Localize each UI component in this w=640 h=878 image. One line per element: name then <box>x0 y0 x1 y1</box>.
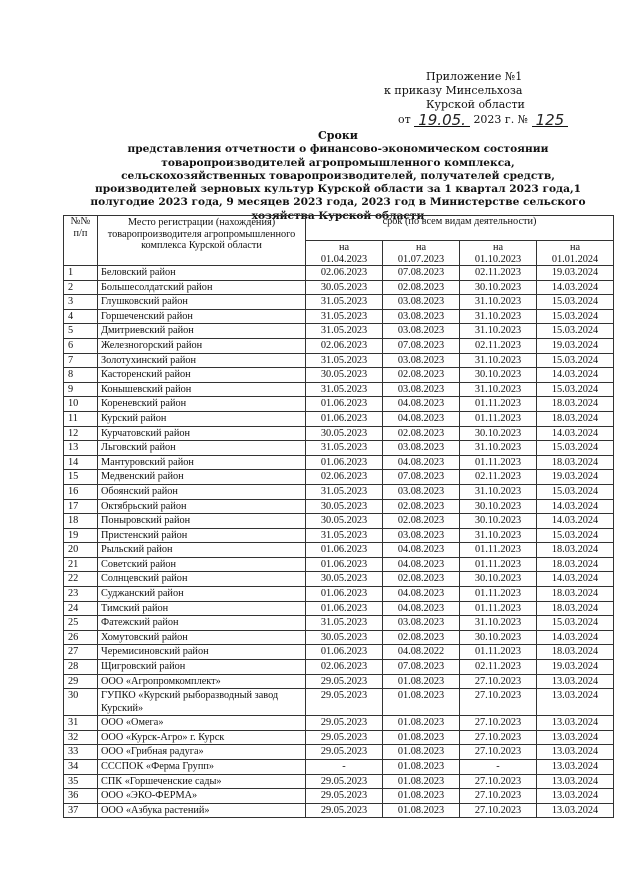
row-number: 21 <box>64 557 98 572</box>
row-date-9m: 27.10.2023 <box>460 716 537 731</box>
row-date-year: 15.03.2024 <box>537 382 614 397</box>
row-number: 29 <box>64 674 98 689</box>
row-place: Горшеченский район <box>98 309 306 324</box>
row-date-q1: 31.05.2023 <box>306 441 383 456</box>
row-date-q1: 01.06.2023 <box>306 645 383 660</box>
appendix-line-2: к приказу Минсельхоза <box>384 84 523 97</box>
row-place: ООО «Азбука растений» <box>98 803 306 818</box>
row-date-h1: 01.08.2023 <box>383 745 460 760</box>
row-number: 19 <box>64 528 98 543</box>
row-date-year: 15.03.2024 <box>537 353 614 368</box>
deadlines-table <box>63 215 614 818</box>
row-date-q1: - <box>306 760 383 775</box>
row-number: 11 <box>64 411 98 426</box>
row-date-q1: 29.05.2023 <box>306 689 383 716</box>
row-date-q1: 01.06.2023 <box>306 557 383 572</box>
row-number: 2 <box>64 280 98 295</box>
row-place: Солнцевский район <box>98 572 306 587</box>
row-place: Хомутовский район <box>98 630 306 645</box>
row-date-9m: 31.10.2023 <box>460 324 537 339</box>
table-row <box>64 730 614 745</box>
row-date-9m: 27.10.2023 <box>460 730 537 745</box>
row-date-q1: 31.05.2023 <box>306 324 383 339</box>
date-prefix: от <box>398 113 411 126</box>
row-date-9m: 30.10.2023 <box>460 280 537 295</box>
row-number: 15 <box>64 470 98 485</box>
row-date-year: 15.03.2024 <box>537 309 614 324</box>
row-date-year: 15.03.2024 <box>537 441 614 456</box>
row-date-9m: 30.10.2023 <box>460 426 537 441</box>
table-row <box>64 557 614 572</box>
row-date-h1: 02.08.2023 <box>383 368 460 383</box>
row-date-h1: 03.08.2023 <box>383 309 460 324</box>
table-row <box>64 441 614 456</box>
row-place: ООО «Омега» <box>98 716 306 731</box>
table-row <box>64 353 614 368</box>
table-row <box>64 411 614 426</box>
row-date-year: 13.03.2024 <box>537 789 614 804</box>
table-row <box>64 587 614 602</box>
row-date-q1: 31.05.2023 <box>306 309 383 324</box>
row-number: 30 <box>64 689 98 716</box>
row-date-year: 15.03.2024 <box>537 324 614 339</box>
table-row <box>64 484 614 499</box>
appendix-header <box>376 70 576 127</box>
row-date-9m: 01.11.2023 <box>460 397 537 412</box>
row-number: 23 <box>64 587 98 602</box>
row-date-year: 13.03.2024 <box>537 689 614 716</box>
row-date-q1: 29.05.2023 <box>306 789 383 804</box>
handwritten-date: 19.05. <box>414 114 470 127</box>
row-place: СССПОК «Ферма Групп» <box>98 760 306 775</box>
row-date-h1: 02.08.2023 <box>383 280 460 295</box>
row-date-h1: 04.08.2022 <box>383 645 460 660</box>
row-date-q1: 29.05.2023 <box>306 716 383 731</box>
row-date-q1: 30.05.2023 <box>306 572 383 587</box>
row-date-year: 13.03.2024 <box>537 745 614 760</box>
row-date-year: 19.03.2024 <box>537 338 614 353</box>
row-date-h1: 04.08.2023 <box>383 411 460 426</box>
table-row <box>64 397 614 412</box>
row-date-9m: 31.10.2023 <box>460 528 537 543</box>
table-row <box>64 455 614 470</box>
row-date-h1: 01.08.2023 <box>383 774 460 789</box>
row-number: 27 <box>64 645 98 660</box>
row-number: 25 <box>64 616 98 631</box>
row-date-q1: 29.05.2023 <box>306 774 383 789</box>
row-number: 10 <box>64 397 98 412</box>
header-date-value: 01.10.2023 <box>474 253 522 265</box>
row-date-year: 18.03.2024 <box>537 587 614 602</box>
row-number: 37 <box>64 803 98 818</box>
header-srok: срок (по всем видам деятельности) <box>306 216 614 241</box>
table-row <box>64 368 614 383</box>
header-date-2 <box>383 241 460 266</box>
row-place: Конышевский район <box>98 382 306 397</box>
row-number: 16 <box>64 484 98 499</box>
row-number: 31 <box>64 716 98 731</box>
row-number: 24 <box>64 601 98 616</box>
row-date-q1: 02.06.2023 <box>306 266 383 281</box>
row-date-q1: 31.05.2023 <box>306 484 383 499</box>
header-date-value: 01.07.2023 <box>397 253 445 265</box>
row-date-year: 18.03.2024 <box>537 455 614 470</box>
row-date-q1: 01.06.2023 <box>306 397 383 412</box>
row-date-h1: 02.08.2023 <box>383 499 460 514</box>
row-date-9m: 31.10.2023 <box>460 441 537 456</box>
row-number: 32 <box>64 730 98 745</box>
row-date-9m: 01.11.2023 <box>460 411 537 426</box>
row-number: 20 <box>64 543 98 558</box>
header-date-label: на <box>569 242 581 253</box>
row-place: СПК «Горшеченские сады» <box>98 774 306 789</box>
row-number: 6 <box>64 338 98 353</box>
row-date-h1: 02.08.2023 <box>383 426 460 441</box>
table-row <box>64 716 614 731</box>
row-place: Кореневский район <box>98 397 306 412</box>
row-date-h1: 01.08.2023 <box>383 803 460 818</box>
row-number: 33 <box>64 745 98 760</box>
row-place: Дмитриевский район <box>98 324 306 339</box>
row-place: Черемисиновский район <box>98 645 306 660</box>
row-date-h1: 07.08.2023 <box>383 470 460 485</box>
row-date-q1: 01.06.2023 <box>306 455 383 470</box>
row-number: 4 <box>64 309 98 324</box>
row-date-year: 13.03.2024 <box>537 716 614 731</box>
order-date-line <box>376 113 576 127</box>
header-number: №№ п/п <box>64 216 98 266</box>
table-row <box>64 309 614 324</box>
row-place: Льговский район <box>98 441 306 456</box>
row-place: Октябрьский район <box>98 499 306 514</box>
row-date-h1: 03.08.2023 <box>383 353 460 368</box>
row-date-9m: 27.10.2023 <box>460 789 537 804</box>
row-date-9m: 30.10.2023 <box>460 514 537 529</box>
row-number: 17 <box>64 499 98 514</box>
row-place: Курский район <box>98 411 306 426</box>
row-number: 26 <box>64 630 98 645</box>
table-row <box>64 382 614 397</box>
row-date-h1: 03.08.2023 <box>383 484 460 499</box>
row-date-9m: 30.10.2023 <box>460 572 537 587</box>
row-date-q1: 02.06.2023 <box>306 660 383 675</box>
row-date-h1: 03.08.2023 <box>383 441 460 456</box>
row-number: 5 <box>64 324 98 339</box>
table-row <box>64 789 614 804</box>
row-date-h1: 02.08.2023 <box>383 630 460 645</box>
row-date-q1: 29.05.2023 <box>306 745 383 760</box>
row-date-h1: 03.08.2023 <box>383 616 460 631</box>
row-place: Медвенский район <box>98 470 306 485</box>
table-row <box>64 674 614 689</box>
document-title <box>88 129 588 223</box>
table-row <box>64 601 614 616</box>
row-number: 22 <box>64 572 98 587</box>
header-date-label: на <box>492 242 504 253</box>
row-date-9m: 01.11.2023 <box>460 645 537 660</box>
header-date-value: 01.04.2023 <box>320 253 368 265</box>
row-date-9m: 31.10.2023 <box>460 616 537 631</box>
table-row <box>64 528 614 543</box>
header-date-label: на <box>415 242 427 253</box>
header-date-4 <box>537 241 614 266</box>
row-place: Курчатовский район <box>98 426 306 441</box>
row-number: 8 <box>64 368 98 383</box>
row-date-h1: 04.08.2023 <box>383 557 460 572</box>
row-date-9m: 01.11.2023 <box>460 455 537 470</box>
row-date-year: 14.03.2024 <box>537 630 614 645</box>
title-body: представления отчетности о финансово-экономическом состоянии товаропроизводителей агропромышленного комплекса, сельскохозяйственных товаропроизводителей, получателей средств, производителей зерновых культур Курской области за 1 квартал 2023 года,1 полугодие 2023 года, 9 месяцев 2023 года, 2023 год в Министерстве сельского хозяйства Курской области <box>90 143 586 222</box>
table-row <box>64 426 614 441</box>
row-date-year: 18.03.2024 <box>537 601 614 616</box>
row-place: ООО «Грибная радуга» <box>98 745 306 760</box>
row-place: Рыльский район <box>98 543 306 558</box>
table-row <box>64 660 614 675</box>
row-date-year: 15.03.2024 <box>537 528 614 543</box>
header-date-value: 01.01.2024 <box>551 253 599 265</box>
table-row <box>64 572 614 587</box>
row-date-year: 18.03.2024 <box>537 397 614 412</box>
row-date-q1: 30.05.2023 <box>306 630 383 645</box>
row-date-q1: 01.06.2023 <box>306 543 383 558</box>
row-date-q1: 31.05.2023 <box>306 528 383 543</box>
row-number: 13 <box>64 441 98 456</box>
row-date-h1: 04.08.2023 <box>383 587 460 602</box>
row-date-h1: 04.08.2023 <box>383 543 460 558</box>
row-date-9m: - <box>460 760 537 775</box>
row-number: 7 <box>64 353 98 368</box>
row-date-q1: 01.06.2023 <box>306 411 383 426</box>
header-date-1 <box>306 241 383 266</box>
table-row <box>64 543 614 558</box>
row-date-9m: 31.10.2023 <box>460 382 537 397</box>
row-date-year: 14.03.2024 <box>537 426 614 441</box>
row-date-h1: 03.08.2023 <box>383 295 460 310</box>
date-year: 2023 г. № <box>473 113 529 126</box>
row-date-h1: 01.08.2023 <box>383 730 460 745</box>
row-place: Золотухинский район <box>98 353 306 368</box>
header-date-label: на <box>338 242 350 253</box>
row-date-q1: 01.06.2023 <box>306 601 383 616</box>
handwritten-number: 125 <box>532 114 569 127</box>
row-date-9m: 27.10.2023 <box>460 774 537 789</box>
row-date-9m: 27.10.2023 <box>460 689 537 716</box>
table-row <box>64 689 614 716</box>
row-place: Железногорский район <box>98 338 306 353</box>
row-date-h1: 04.08.2023 <box>383 397 460 412</box>
row-date-year: 14.03.2024 <box>537 280 614 295</box>
row-date-year: 18.03.2024 <box>537 557 614 572</box>
row-place: ООО «ЭКО-ФЕРМА» <box>98 789 306 804</box>
table-row <box>64 630 614 645</box>
row-number: 12 <box>64 426 98 441</box>
row-date-h1: 07.08.2023 <box>383 338 460 353</box>
row-date-q1: 29.05.2023 <box>306 674 383 689</box>
row-date-year: 13.03.2024 <box>537 803 614 818</box>
row-date-q1: 31.05.2023 <box>306 295 383 310</box>
row-date-9m: 31.10.2023 <box>460 484 537 499</box>
row-number: 35 <box>64 774 98 789</box>
row-date-q1: 01.06.2023 <box>306 587 383 602</box>
appendix-line-1: Приложение №1 <box>426 70 523 83</box>
row-date-h1: 01.08.2023 <box>383 716 460 731</box>
row-date-year: 15.03.2024 <box>537 295 614 310</box>
row-date-year: 13.03.2024 <box>537 774 614 789</box>
row-date-year: 14.03.2024 <box>537 572 614 587</box>
table-row <box>64 470 614 485</box>
table-row <box>64 338 614 353</box>
row-place: Обоянский район <box>98 484 306 499</box>
row-number: 14 <box>64 455 98 470</box>
row-date-h1: 01.08.2023 <box>383 689 460 716</box>
row-date-9m: 31.10.2023 <box>460 353 537 368</box>
row-date-q1: 29.05.2023 <box>306 803 383 818</box>
table-row <box>64 745 614 760</box>
row-date-h1: 01.08.2023 <box>383 674 460 689</box>
row-place: Тимский район <box>98 601 306 616</box>
appendix-line-3: Курской области <box>426 98 525 111</box>
row-date-h1: 02.08.2023 <box>383 514 460 529</box>
row-date-year: 13.03.2024 <box>537 674 614 689</box>
row-number: 28 <box>64 660 98 675</box>
row-date-h1: 07.08.2023 <box>383 660 460 675</box>
row-date-9m: 01.11.2023 <box>460 543 537 558</box>
row-date-q1: 30.05.2023 <box>306 426 383 441</box>
header-place: Место регистрации (нахождения) товаропроизводителя агропромышленного комплекса Курской области <box>98 216 306 266</box>
row-date-9m: 01.11.2023 <box>460 557 537 572</box>
row-date-q1: 31.05.2023 <box>306 616 383 631</box>
table-row <box>64 499 614 514</box>
row-place: ООО «Агропромкомплект» <box>98 674 306 689</box>
row-date-9m: 27.10.2023 <box>460 745 537 760</box>
row-date-year: 13.03.2024 <box>537 760 614 775</box>
row-date-year: 14.03.2024 <box>537 499 614 514</box>
row-date-h1: 03.08.2023 <box>383 528 460 543</box>
row-place: Беловский район <box>98 266 306 281</box>
row-date-q1: 02.06.2023 <box>306 470 383 485</box>
row-date-year: 18.03.2024 <box>537 543 614 558</box>
row-date-9m: 30.10.2023 <box>460 368 537 383</box>
row-date-year: 19.03.2024 <box>537 660 614 675</box>
row-date-year: 14.03.2024 <box>537 368 614 383</box>
row-date-9m: 01.11.2023 <box>460 601 537 616</box>
row-place: Щигровский район <box>98 660 306 675</box>
row-date-q1: 30.05.2023 <box>306 280 383 295</box>
row-number: 34 <box>64 760 98 775</box>
table-row <box>64 760 614 775</box>
row-date-year: 15.03.2024 <box>537 484 614 499</box>
row-date-year: 19.03.2024 <box>537 470 614 485</box>
row-place: Поныровский район <box>98 514 306 529</box>
table-row <box>64 324 614 339</box>
row-place: Советский район <box>98 557 306 572</box>
row-date-h1: 01.08.2023 <box>383 760 460 775</box>
row-date-year: 19.03.2024 <box>537 266 614 281</box>
table-row <box>64 295 614 310</box>
row-date-9m: 02.11.2023 <box>460 266 537 281</box>
row-date-year: 18.03.2024 <box>537 645 614 660</box>
row-date-h1: 04.08.2023 <box>383 601 460 616</box>
row-date-q1: 30.05.2023 <box>306 499 383 514</box>
row-place: Мантуровский район <box>98 455 306 470</box>
title-heading: Сроки <box>318 129 358 142</box>
header-date-3 <box>460 241 537 266</box>
row-date-9m: 30.10.2023 <box>460 499 537 514</box>
row-date-9m: 27.10.2023 <box>460 674 537 689</box>
row-date-9m: 02.11.2023 <box>460 660 537 675</box>
row-date-year: 18.03.2024 <box>537 411 614 426</box>
row-date-year: 14.03.2024 <box>537 514 614 529</box>
row-number: 1 <box>64 266 98 281</box>
row-date-q1: 30.05.2023 <box>306 368 383 383</box>
row-place: Большесолдатский район <box>98 280 306 295</box>
row-number: 9 <box>64 382 98 397</box>
row-date-9m: 31.10.2023 <box>460 295 537 310</box>
row-date-9m: 02.11.2023 <box>460 470 537 485</box>
row-number: 36 <box>64 789 98 804</box>
table-row <box>64 266 614 281</box>
row-place: ООО «Курск-Агро» г. Курск <box>98 730 306 745</box>
row-date-9m: 31.10.2023 <box>460 309 537 324</box>
row-place: Суджанский район <box>98 587 306 602</box>
row-date-9m: 27.10.2023 <box>460 803 537 818</box>
table-row <box>64 803 614 818</box>
row-date-q1: 30.05.2023 <box>306 514 383 529</box>
row-date-q1: 02.06.2023 <box>306 338 383 353</box>
row-date-h1: 03.08.2023 <box>383 324 460 339</box>
row-number: 3 <box>64 295 98 310</box>
table-row <box>64 280 614 295</box>
row-date-year: 13.03.2024 <box>537 730 614 745</box>
row-date-9m: 01.11.2023 <box>460 587 537 602</box>
table-row <box>64 616 614 631</box>
table-row <box>64 645 614 660</box>
table-row <box>64 774 614 789</box>
row-date-year: 15.03.2024 <box>537 616 614 631</box>
table-row <box>64 514 614 529</box>
row-place: Глушковский район <box>98 295 306 310</box>
row-place: ГУПКО «Курский рыборазводный завод Курский» <box>98 689 306 716</box>
row-date-h1: 07.08.2023 <box>383 266 460 281</box>
row-date-h1: 04.08.2023 <box>383 455 460 470</box>
row-date-q1: 31.05.2023 <box>306 382 383 397</box>
row-place: Фатежский район <box>98 616 306 631</box>
row-place: Пристенский район <box>98 528 306 543</box>
row-date-h1: 03.08.2023 <box>383 382 460 397</box>
row-number: 18 <box>64 514 98 529</box>
row-date-9m: 30.10.2023 <box>460 630 537 645</box>
row-date-q1: 29.05.2023 <box>306 730 383 745</box>
row-date-q1: 31.05.2023 <box>306 353 383 368</box>
row-date-h1: 01.08.2023 <box>383 789 460 804</box>
row-date-h1: 02.08.2023 <box>383 572 460 587</box>
row-place: Касторенский район <box>98 368 306 383</box>
row-date-9m: 02.11.2023 <box>460 338 537 353</box>
